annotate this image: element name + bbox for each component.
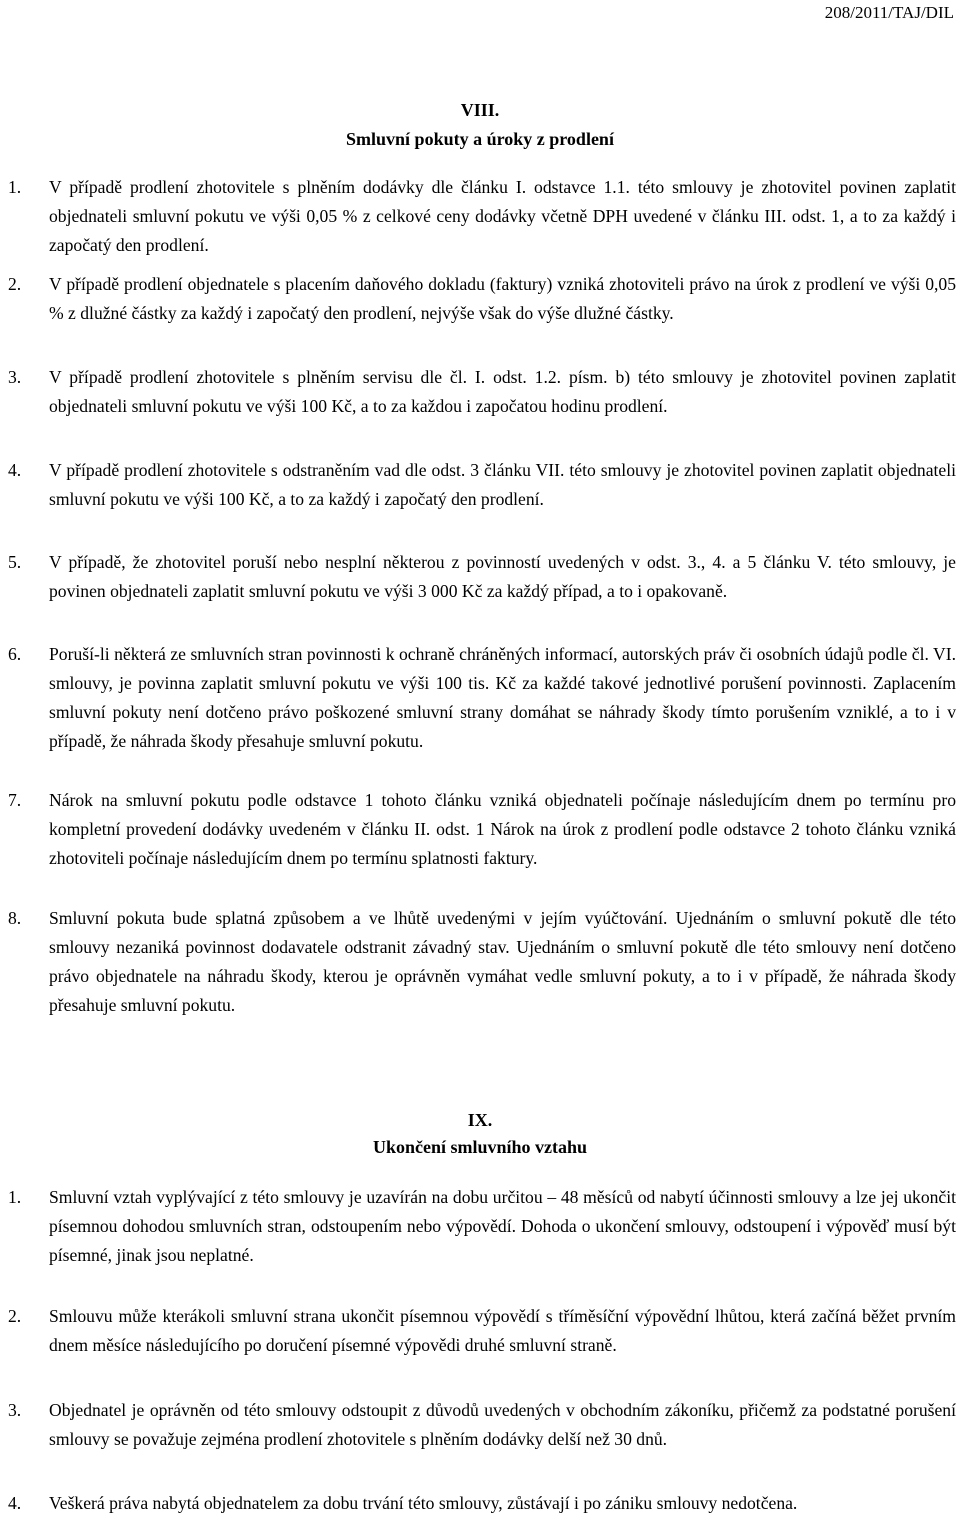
clause-8-4 xyxy=(8,456,956,514)
clause-text: Objednatel je oprávněn od této smlouvy odstoupit z důvodů uvedených v obchodním zákoníku, přičemž za podstatné porušení smlouvy se považuje zejména prodlení zhotovitele s plněním dodávky delší než 30 dnů. xyxy=(49,1400,956,1449)
section-9-number: IX. xyxy=(467,1110,493,1130)
clause-number: 5. xyxy=(8,552,22,572)
clause-9-2 xyxy=(8,1302,956,1360)
clause-number: 6. xyxy=(8,644,22,664)
clause-8-3 xyxy=(8,363,956,421)
clause-9-1 xyxy=(8,1183,956,1270)
clause-text: V případě, že zhotovitel poruší nebo nesplní některou z povinností uvedených v odst. 3., 4. a 5 článku V. této smlouvy, je povinen objednateli zaplatit smluvní pokutu ve výši 3 000 Kč za každý případ, a to i opakovaně. xyxy=(49,552,956,601)
clause-text: Poruší-li některá ze smluvních stran povinnosti k ochraně chráněných informací, autorských práv či osobních údajů podle čl. VI. smlouvy, je povinna zaplatit smluvní pokutu ve výši 100 tis. Kč za každé takové jednotlivé porušení povinnosti. Zaplacením smluvní pokuty není dotčeno právo poškozené smluvní strany domáhat se náhrady škody tímto porušením vzniklé, a to i v případě, že náhrada škody přesahuje smluvní pokutu. xyxy=(49,644,956,751)
clause-text: Veškerá práva nabytá objednatelem za dobu trvání této smlouvy, zůstávají i po zániku smlouvy nedotčena. xyxy=(49,1493,798,1513)
clause-number: 2. xyxy=(8,274,22,294)
section-8-number: VIII. xyxy=(460,100,500,120)
clause-number: 7. xyxy=(8,790,22,810)
section-9-title: Ukončení smluvního vztahu xyxy=(372,1137,588,1157)
clause-number: 3. xyxy=(8,1400,22,1420)
clause-8-1 xyxy=(8,173,956,260)
clause-8-7 xyxy=(8,786,956,873)
clause-text: Smlouvu může kterákoli smluvní strana ukončit písemnou výpovědí s tříměsíční výpovědní lhůtou, která začíná běžet prvním dnem měsíce následujícího po doručení písemné výpovědi druhé smluvní straně. xyxy=(49,1306,956,1355)
clause-number: 4. xyxy=(8,1493,22,1513)
clause-number: 2. xyxy=(8,1306,22,1326)
clause-text: Smluvní vztah vyplývající z této smlouvy je uzavírán na dobu určitou – 48 měsíců od nabytí účinnosti smlouvy a lze jej ukončit písemnou dohodou smluvních stran, odstoupením nebo výpovědí. Dohoda o ukončení smlouvy, odstoupení i výpověď musí být písemné, jinak jsou neplatné. xyxy=(49,1187,956,1265)
clause-text: Smluvní pokuta bude splatná způsobem a ve lhůtě uvedenými v jejím vyúčtování. Ujednáním o smluvní pokutě dle této smlouvy nezaniká povinnost dodavatele odstranit závadný stav. Ujednáním o smluvní pokutě dle této smlouvy není dotčeno právo objednatele na náhradu škody, kterou je oprávněn vymáhat vedle smluvní pokuty, a to i v případě, že náhrada škody přesahuje smluvní pokutu. xyxy=(49,908,956,1015)
clause-8-2 xyxy=(8,270,956,328)
clause-number: 1. xyxy=(8,1187,22,1207)
clause-text: Nárok na smluvní pokutu podle odstavce 1 tohoto článku vzniká objednateli počínaje následujícím dnem po termínu pro kompletní provedení dodávky uvedeném v článku II. odst. 1 Nárok na úrok z prodlení podle odstavce 2 tohoto článku vzniká zhotoviteli počínaje následujícím dnem po termínu splatnosti faktury. xyxy=(49,790,956,868)
clause-9-4 xyxy=(8,1489,956,1518)
document-reference-number: 208/2011/TAJ/DIL xyxy=(824,3,954,22)
clause-text: V případě prodlení zhotovitele s odstraněním vad dle odst. 3 článku VII. této smlouvy je zhotovitel povinen zaplatit objednateli smluvní pokutu ve výši 100 Kč, a to za každý i započatý den prodlení. xyxy=(49,460,956,509)
clause-9-3 xyxy=(8,1396,956,1454)
clause-number: 1. xyxy=(8,177,22,197)
clause-number: 3. xyxy=(8,367,22,387)
clause-8-8 xyxy=(8,904,956,1020)
clause-number: 8. xyxy=(8,908,22,928)
clause-number: 4. xyxy=(8,460,22,480)
clause-text: V případě prodlení objednatele s placením daňového dokladu (faktury) vzniká zhotoviteli právo na úrok z prodlení ve výši 0,05 % z dlužné částky za každý i započatý den prodlení, nejvýše však do výše dlužné částky. xyxy=(49,274,956,323)
clause-8-5 xyxy=(8,548,956,606)
section-8-title: Smluvní pokuty a úroky z prodlení xyxy=(346,129,614,149)
clause-8-6 xyxy=(8,640,956,756)
clause-text: V případě prodlení zhotovitele s plněním dodávky dle článku I. odstavce 1.1. této smlouvy je zhotovitel povinen zaplatit objednateli smluvní pokutu ve výši 0,05 % z celkové ceny dodávky včetně DPH uvedené v článku III. odst. 1, a to za každý i započatý den prodlení. xyxy=(49,177,956,255)
clause-text: V případě prodlení zhotovitele s plněním servisu dle čl. I. odst. 1.2. písm. b) této smlouvy je zhotovitel povinen zaplatit objednateli smluvní pokutu ve výši 100 Kč, a to za každou i započatou hodinu prodlení. xyxy=(49,367,956,416)
